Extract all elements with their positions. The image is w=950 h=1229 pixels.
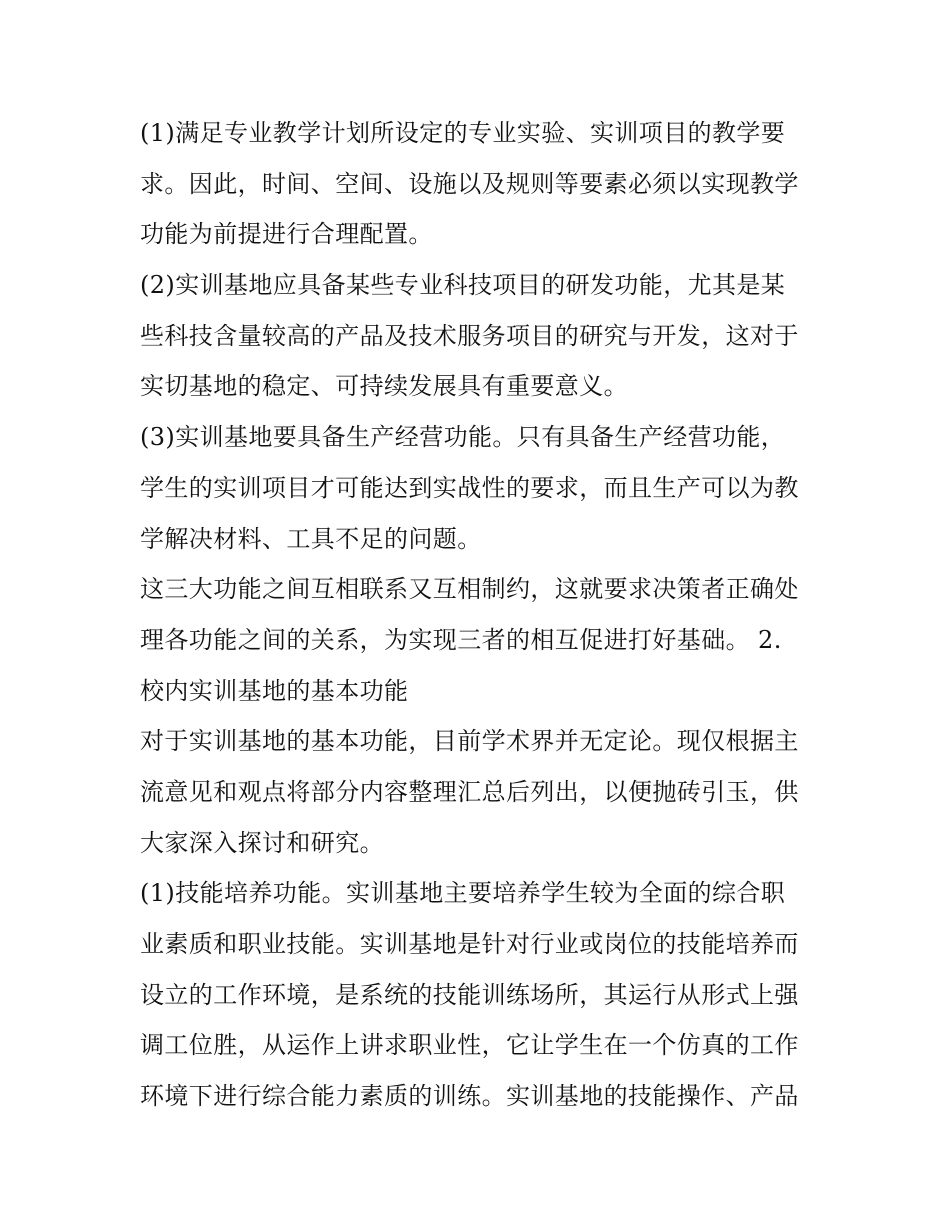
text-line: 求。因此，时间、空间、设施以及规则等要素必须以实现教学 bbox=[140, 169, 799, 198]
text-line: 大家深入探讨和研究。 bbox=[140, 828, 384, 857]
text-line: 功能为前提进行合理配置。 bbox=[140, 220, 433, 249]
text-line: (1)技能培养功能。实训基地主要培养学生较为全面的综合职 bbox=[140, 879, 786, 908]
text-line: 调工位胜，从运作上讲求职业性，它让学生在一个仿真的工作 bbox=[140, 1031, 799, 1060]
text-line: (3)实训基地要具备生产经营功能。只有具备生产经营功能， bbox=[140, 423, 786, 452]
text-line: 理各功能之间的关系，为实现三者的相互促进打好基础。 2. bbox=[140, 625, 782, 654]
section-heading: 校内实训基地的基本功能 bbox=[140, 676, 409, 705]
text-line: 学解决材料、工具不足的问题。 bbox=[140, 524, 482, 553]
text-line: 学生的实训项目才可能达到实战性的要求，而且生产可以为教 bbox=[140, 473, 799, 502]
body-text bbox=[140, 108, 820, 1122]
text-line: 这三大功能之间互相联系又互相制约，这就要求决策者正确处 bbox=[140, 575, 799, 604]
text-line: 实切基地的稳定、可持续发展具有重要意义。 bbox=[140, 372, 628, 401]
text-line: 对于实训基地的基本功能，目前学术界并无定论。现仅根据主 bbox=[140, 727, 799, 756]
text-line: 流意见和观点将部分内容整理汇总后列出，以便抛砖引玉，供 bbox=[140, 777, 799, 806]
text-line: 业素质和职业技能。实训基地是针对行业或岗位的技能培养而 bbox=[140, 930, 799, 958]
text-line: 环境下进行综合能力素质的训练。实训基地的技能操作、产品 bbox=[140, 1082, 799, 1111]
text-line: 些科技含量较高的产品及技术服务项目的研究与开发，这对于 bbox=[140, 321, 799, 350]
text-line: (2)实训基地应具备某些专业科技项目的研发功能，尤其是某 bbox=[140, 271, 786, 300]
text-line: 设立的工作环境，是系统的技能训练场所，其运行从形式上强 bbox=[140, 980, 799, 1009]
text-line: (1)满足专业教学计划所设定的专业实验、实训项目的教学要 bbox=[140, 119, 786, 147]
